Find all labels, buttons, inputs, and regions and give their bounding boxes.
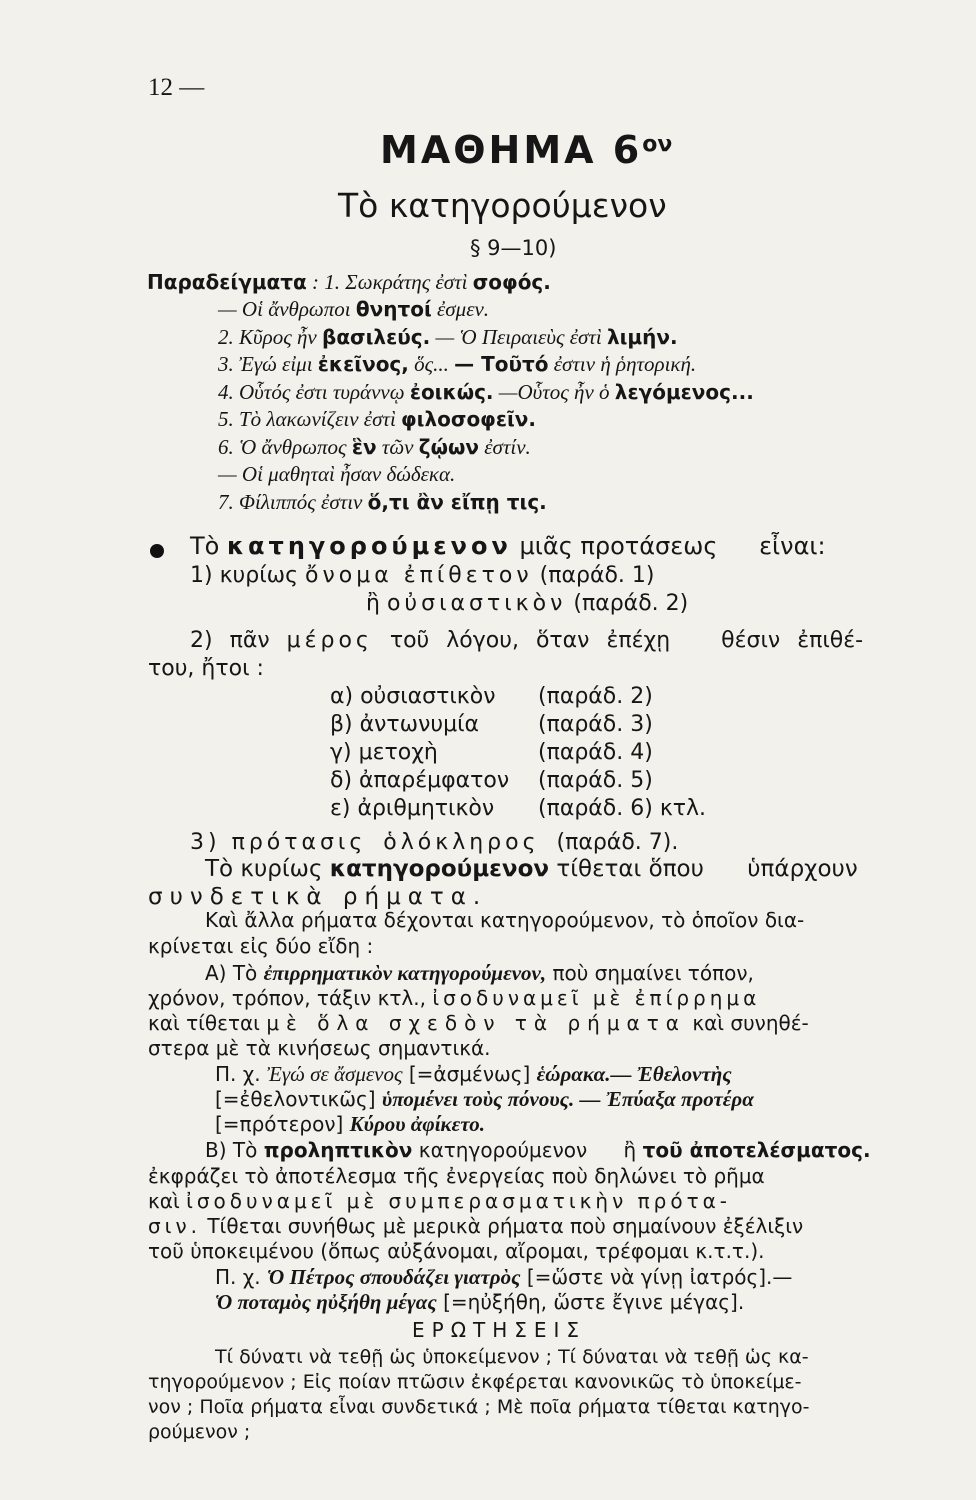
- rule-text: ἐπέχῃ: [606, 628, 671, 653]
- body-text: Τὸ κυρίως: [205, 856, 323, 882]
- rule-sub-e: [330, 796, 706, 821]
- sub-label: β) ἀντωνυμία: [330, 712, 480, 737]
- lesson-title-text: ΜΑΘΗΜΑ 6: [380, 128, 643, 172]
- rule-ref: (παράδ. 2): [573, 591, 689, 616]
- body-term: ἰσοδυναμεῖ μὲ συμπερασματικὴν πρότα-: [186, 1189, 732, 1213]
- rule-ref: (παράδ. 1): [539, 563, 655, 588]
- example-text: τῶν: [381, 435, 414, 459]
- sub-ref: (παράδ. 4): [538, 740, 653, 765]
- example-predicate: ἐκεῖνος,: [317, 352, 409, 376]
- body-B-line2: ἐκφράζει τὸ ἀποτέλεσμα τῆς ἐνεργείας ποὺ δηλώνει τὸ ρῆμα: [148, 1164, 765, 1188]
- examples-line-4: [218, 352, 696, 377]
- body-term: προληπτικὸν: [263, 1138, 413, 1162]
- body-text: ἢ: [623, 1138, 637, 1162]
- body-A-line1: [205, 961, 754, 986]
- body-B-line4: [148, 1214, 803, 1238]
- body-A-line3: [148, 1011, 809, 1035]
- body-text: Β) Τὸ: [205, 1138, 258, 1162]
- body-A-line2: [148, 986, 760, 1010]
- rule-item-2: [190, 628, 863, 653]
- rule-text: μιᾶς προτάσεως: [519, 532, 718, 560]
- examples-line-7: [218, 435, 531, 460]
- sub-ref: (παράδ. 5): [538, 768, 653, 793]
- body-text: χρόνον, τρόπον, τάξιν κτλ.,: [148, 986, 426, 1010]
- example-text: Ὁ Πέτρος σπουδάζει γιατρὸς: [267, 1265, 521, 1289]
- rule-sub-b: [330, 712, 653, 737]
- body-p1-line2: συνδετικὰ ρήματα.: [148, 884, 488, 910]
- lesson-title-sup: ον: [642, 132, 673, 157]
- example-text: ἄνθρωποι: [268, 297, 351, 321]
- examples-line-5: [218, 380, 754, 405]
- question-line-2: τηγορούμενον ; Εἰς ποίαν πτῶσιν ἐκφέρεται κανονικῶς τὸ ὑποκείμε-: [148, 1371, 802, 1393]
- rule-item-1: [190, 563, 654, 588]
- bullet-icon: [150, 544, 164, 558]
- rule-item-3: [190, 830, 678, 855]
- body-p2-line1: Καὶ ἄλλα ρήματα δέχονται κατηγορούμενον, τὸ ὁποῖον δια-: [205, 908, 805, 932]
- example-text: ἑώρακα.— Ἐθελοντὴς: [536, 1062, 732, 1086]
- sub-label: α) οὐσιαστικὸν: [330, 684, 496, 709]
- rule-text: 2) πᾶν: [190, 628, 270, 653]
- body-text: Τίθεται συνήθως μὲ μερικὰ ρήματα ποὺ σημαίνουν ἐξέλιξιν: [207, 1214, 804, 1238]
- body-ex2-line2: [215, 1290, 744, 1315]
- question-line-4: ρούμενον ;: [148, 1421, 251, 1443]
- example-predicate: ἓν: [351, 435, 377, 459]
- example-text: — Οἱ μαθηταὶ ἦσαν: [218, 462, 382, 486]
- example-text: — Ὁ Πειραιεὺς ἐστὶ: [435, 325, 602, 349]
- lesson-subtitle: Τὸ κατηγορούμενον: [338, 186, 667, 225]
- body-text: ὑπάρχουν: [747, 856, 858, 882]
- example-text: —Οὗτος ἦν ὁ: [498, 380, 610, 404]
- body-text: [=πρότερον]: [215, 1112, 344, 1136]
- body-text: Α) Τὸ: [205, 961, 258, 985]
- rule-text: Τὸ: [190, 532, 220, 560]
- example-predicate: ὅ,τι ἂν εἴπῃ τις.: [367, 490, 547, 514]
- rule-text: θέσιν: [721, 628, 781, 653]
- body-text: ποὺ σημαίνει τόπον,: [552, 961, 754, 985]
- example-text: ἐστίν.: [484, 435, 531, 459]
- questions-heading: ΕΡΩΤΗΣΕΙΣ: [412, 1318, 587, 1342]
- sub-ref: (παράδ. 2): [538, 684, 653, 709]
- body-term: μὲ ὅλα σχεδὸν τὰ ρήματα: [266, 1011, 686, 1035]
- examples-line-2: [218, 297, 489, 322]
- examples-line-8: [218, 462, 455, 487]
- body-text: καὶ τίθεται: [148, 1011, 260, 1035]
- body-ex2-line1: [215, 1265, 792, 1290]
- rule-sub-a: [330, 684, 653, 709]
- rule-text: 1) κυρίως: [190, 563, 299, 588]
- body-term: σιν.: [148, 1214, 201, 1238]
- body-B-line5: τοῦ ὑποκειμένου (ὅπως αὐξάνομαι, αἴρομαι, τρέφομαι κ.τ.τ.).: [148, 1239, 765, 1263]
- examples-line-9: [218, 490, 547, 515]
- sub-label: δ) ἀπαρέμφατον: [330, 768, 510, 793]
- rule-item-1b: [366, 591, 688, 616]
- example-text: 2. Κῦρος ἦν: [218, 325, 317, 349]
- rule-text: λόγου,: [446, 628, 519, 653]
- example-text: ἐστιν ἡ ῥητορική.: [553, 352, 697, 376]
- question-line-1: Τί δύνατι νὰ τεθῇ ὡς ὑποκείμενον ; Τί δύναται νὰ τεθῇ ὡς κα-: [215, 1346, 809, 1368]
- body-text: [=ἀσμένως]: [408, 1062, 531, 1086]
- body-p2-line2: κρίνεται εἰς δύο εἴδη :: [148, 934, 374, 958]
- example-predicate: σοφός.: [472, 270, 551, 294]
- body-text: [=ὥστε νὰ γίνῃ ἰατρός].—: [526, 1265, 793, 1289]
- examples-line-1: [147, 270, 551, 295]
- body-ex1-line1: [215, 1062, 732, 1087]
- section-reference: § 9—10): [470, 236, 557, 260]
- example-text: ἐσμεν.: [437, 297, 490, 321]
- rule-text: ὅταν: [535, 628, 590, 653]
- example-text: δώδεκα.: [386, 462, 456, 486]
- body-p1-line1: [205, 856, 858, 882]
- rule-item-2-cont: του, ἤτοι :: [148, 656, 264, 681]
- example-predicate: θνητοί: [355, 297, 432, 321]
- example-predicate: φιλοσοφεῖν.: [401, 407, 536, 431]
- example-text: ὅς...: [414, 352, 449, 376]
- rule-term: ὁλόκληρος: [383, 830, 540, 855]
- sub-label: γ) μετοχὴ: [330, 740, 438, 765]
- rule-intro: [190, 532, 826, 560]
- rule-term: 3) πρότασις: [190, 830, 367, 855]
- examples-line-6: [218, 407, 536, 432]
- body-text: κατηγορούμενον: [418, 1138, 588, 1162]
- sub-ref: (παράδ. 3): [538, 712, 653, 737]
- body-ex1-line3: [215, 1112, 485, 1137]
- example-predicate: ἐοικώς.: [409, 380, 494, 404]
- example-text: 7. Φίλιππός ἐστιν: [218, 490, 363, 514]
- example-text: 3. Ἐγώ εἰμι: [218, 352, 313, 376]
- example-text: Ἐγώ σε ἄσμενος: [267, 1062, 403, 1086]
- example-text: 5. Τὸ λακωνίζειν ἐστὶ: [218, 407, 396, 431]
- rule-term: μέρος: [286, 628, 373, 653]
- page-number: 12 —: [148, 74, 205, 101]
- rule-term: κατηγορούμενον: [226, 532, 512, 560]
- body-term: ἐπιρρηματικὸν κατηγορούμενον,: [263, 961, 547, 985]
- body-term: κατηγορούμενον: [329, 856, 550, 882]
- rule-text: τοῦ: [389, 628, 430, 653]
- example-text: 6. Ὁ ἄνθρωπος: [218, 435, 347, 459]
- body-text: [=ηὐξήθη, ὥστε ἔγινε μέγας].: [443, 1290, 745, 1314]
- body-text: Π. χ.: [215, 1265, 261, 1289]
- sub-ref: (παράδ. 6) κτλ.: [538, 796, 707, 821]
- body-text: [=ἐθελοντικῶς]: [215, 1087, 376, 1111]
- lesson-title: [380, 128, 672, 172]
- example-predicate: λιμήν.: [606, 325, 678, 349]
- examples-label: Παραδείγματα: [147, 270, 307, 294]
- body-ex1-line2: [215, 1087, 754, 1112]
- rule-term: ὄνομα ἐπίθετον: [305, 563, 533, 588]
- example-predicate: ζῴων: [418, 435, 479, 459]
- rule-ref: (παράδ. 7).: [556, 830, 679, 855]
- example-predicate: λεγόμενος...: [614, 380, 754, 404]
- rule-sub-d: [330, 768, 653, 793]
- example-num: : 1.: [312, 270, 341, 294]
- example-text: ὑπομένει τοὺς πόνους. — Ἐπύαξα προτέρα: [381, 1087, 754, 1111]
- rule-text: ἢ: [366, 591, 380, 616]
- body-B-line1: [205, 1138, 871, 1162]
- body-text: τίθεται ὅπου: [556, 856, 704, 882]
- rule-term: οὐσιαστικὸν: [386, 591, 567, 616]
- body-B-line3: [148, 1189, 731, 1213]
- sub-label: ε) ἀριθμητικὸν: [330, 796, 495, 821]
- rule-sub-c: [330, 740, 653, 765]
- body-term: ἰσοδυναμεῖ μὲ ἐπίρρημα: [432, 986, 761, 1010]
- body-A-line4: στερα μὲ τὰ κινήσεως σημαντικά.: [148, 1036, 491, 1060]
- body-term: τοῦ ἀποτελέσματος.: [642, 1138, 871, 1162]
- example-predicate: βασιλεύς.: [322, 325, 431, 349]
- question-line-3: νον ; Ποῖα ρήματα εἶναι συνδετικά ; Μὲ ποῖα ρήματα τίθεται κατηγο-: [148, 1396, 810, 1418]
- example-text: Ὁ ποταμὸς ηὐξήθη μέγας: [215, 1290, 437, 1314]
- body-text: καὶ συνηθέ-: [692, 1011, 809, 1035]
- body-text: καὶ: [148, 1189, 180, 1213]
- example-text: 4. Οὗτός ἐστι τυράννῳ: [218, 380, 405, 404]
- rule-text: εἶναι:: [759, 532, 826, 560]
- example-text: — Οἱ: [218, 297, 263, 321]
- example-predicate: — Τοῦτό: [454, 352, 549, 376]
- examples-line-3: [218, 325, 678, 350]
- example-text: Σωκράτης ἐστὶ: [345, 270, 468, 294]
- rule-text: ἐπιθέ-: [797, 628, 864, 653]
- example-text: Κύρου ἀφίκετο.: [349, 1112, 486, 1136]
- body-text: Π. χ.: [215, 1062, 261, 1086]
